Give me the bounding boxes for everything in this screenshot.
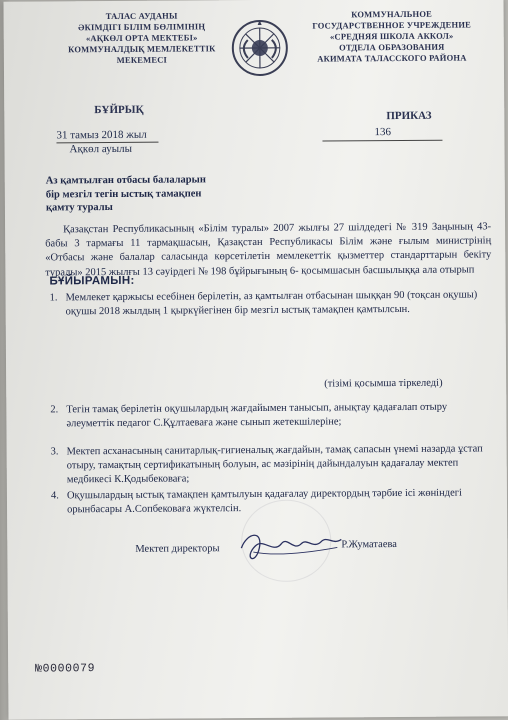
order-date: 31 тамыз 2018 жыл xyxy=(56,128,147,142)
order-item xyxy=(50,442,487,487)
order-item xyxy=(50,400,486,431)
item-text: Мектеп асханасының санитарлық-гигиеналық жағдайын, тамақ сапасын үнемі назарда ұстап отыру, тамақтың сертификатының болуын, ас мәзірінің дайындалуын қадағалау мектеп медбикесі К.Қодыбековаға; xyxy=(66,443,483,486)
serial-number: №0000079 xyxy=(35,662,96,676)
order-item xyxy=(49,288,486,319)
header-russian-line: ОТДЕЛА ОБРАЗОВАНИЯ xyxy=(339,41,445,53)
order-number: 136 xyxy=(374,126,391,139)
item-text: Мемлекет қаржысы есебінен берілетін, аз қамтылған отбасынан шыққан 90 (тоқсан оқушы) оқушы 2018 жылдың 1 қыркүйегінен бір мезгіл ыстық тамақпен қамтылсын. xyxy=(65,289,478,318)
header-russian-line: «СРЕДНЯЯ ШКОЛА АККОЛ» xyxy=(329,30,454,42)
order-title-kazakh: БҰЙРЫҚ xyxy=(94,103,144,117)
subject-line: қамту туралы xyxy=(45,201,113,214)
header-kazakh-line: МЕКЕМЕСІ xyxy=(116,54,168,65)
header-russian-line: ГОСУДАРСТВЕННОЕ УЧРЕЖДЕНИЕ xyxy=(312,19,472,31)
state-emblem-icon xyxy=(230,18,290,78)
header-kazakh-line: КОММУНАЛДЫҚ МЕМЛЕКЕТТІК xyxy=(68,43,216,55)
decree-heading: БҰЙЫРАМЫН: xyxy=(49,274,135,288)
item-text: Тегін тамақ берілетін оқушылардың жағдайымен танысып, анықтау қадағалап отыру әлеуметтік педагог С.Құлтаеваға және сынып жетекшілеріне; xyxy=(66,401,448,430)
subject-line: Аз қамтылған отбасы балаларын xyxy=(45,174,206,187)
document-page xyxy=(3,0,508,720)
number-underline xyxy=(322,140,442,142)
item-number: 2. xyxy=(50,404,59,416)
handwritten-signature xyxy=(233,517,345,566)
item-text: Оқушылардың ыстық тамақпен қамтылуын қадағалау директордың тәрбие ісі жөніндегі орынбасары А.Сопбековаға жүктелсін. xyxy=(66,487,462,516)
item-number: 3. xyxy=(50,446,59,458)
signatory-name: Р.Жуматаева xyxy=(341,539,397,551)
item-number: 1. xyxy=(49,292,58,304)
header-kazakh-line: ӘКІМДІГІ БІЛІМ БӨЛІМІНІҢ xyxy=(78,21,206,33)
attachment-note: (тізімі қосымша тіркеледі) xyxy=(324,377,443,390)
order-subject xyxy=(46,173,276,215)
item-number: 4. xyxy=(50,490,59,502)
header-russian xyxy=(304,8,480,64)
header-kazakh xyxy=(52,10,232,66)
header-kazakh-line: ТАЛАС АУДАНЫ xyxy=(105,10,178,22)
signatory-title: Мектеп директоры xyxy=(135,543,220,555)
order-place: Ақкөл ауылы xyxy=(69,142,133,156)
order-title-russian: ПРИКАЗ xyxy=(386,109,432,123)
header-kazakh-line: «АҚКӨЛ ОРТА МЕКТЕБІ» xyxy=(85,32,198,44)
subject-line: бір мезгіл тегін ыстық тамақпен xyxy=(45,187,202,200)
header-russian-line: АКИМАТА ТАЛАССКОГО РАЙОНА xyxy=(317,52,467,64)
header-russian-line: КОММУНАЛЬНОЕ xyxy=(351,8,433,20)
preamble-paragraph: Қазақстан Республикасының «Білім туралы» 2007 жылғы 27 шілдедегі № 319 Заңының 43- бабы 3 тармағы 11 тармақшасын, Қазақстан Республикасы Білім және ғылым министрінің «Отбасы және балалар саласында көрсетілетін мемлекеттік қызметтер стандарттарын бекіту туралы» 2015 жылғы 13 сәуірдегі № 198 бұйрығының 6- қосымшасын басшылыққа ала отырып xyxy=(45,221,492,279)
